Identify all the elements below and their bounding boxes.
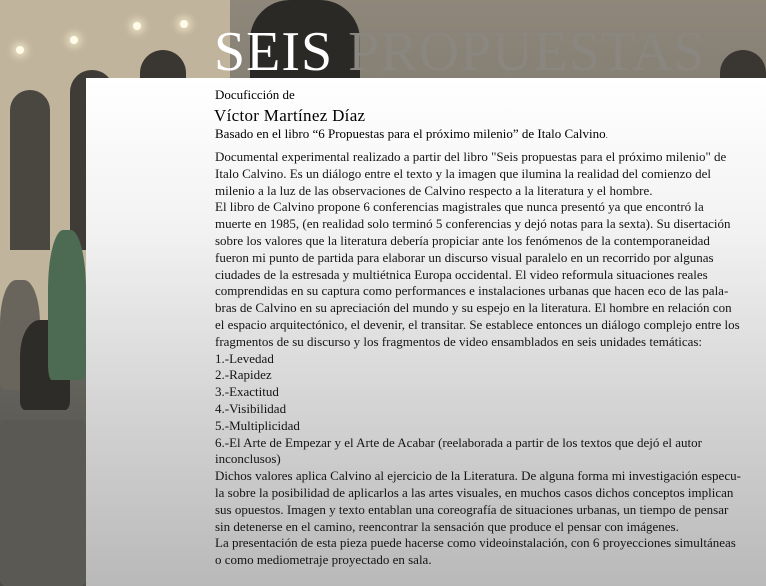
title-word-seis: SEIS (214, 21, 334, 83)
ceiling-light (70, 36, 78, 44)
genre-label: Docuficción de (215, 87, 295, 102)
theme-item: 3.-Exactitud (215, 384, 279, 400)
floor-shadow (0, 420, 86, 586)
based-on-text: Basado en el libro “6 Propuestas para el próximo milenio” de Italo Calvino (215, 126, 606, 141)
based-on-dot: . (605, 130, 608, 140)
theme-item: 6.-El Arte de Empezar y el Arte de Acabar (reelaborada a partir de los textos que dejó el autor inconclusos) (215, 434, 702, 467)
arch-window (10, 90, 50, 250)
theme-item: 2.-Rapidez (215, 367, 272, 383)
ceiling-light (133, 22, 141, 30)
presentation-paragraph: La presentación de esta pieza puede hacerse como videoinstalación, con 6 proyecciones simultáneas o como mediometraje proyectado en sala. (215, 535, 736, 568)
theme-item: 4.-Visibilidad (215, 400, 287, 416)
description-paragraph: El libro de Calvino propone 6 conferencias magistrales que nunca presentó ya que encontró la muerte en 1985, (en realidad solo terminó 5 conferencias y dejó notas para la sexta). Su disertación sobre los valores que la literatura debería propiciar ante los fenómenos de la contemporaneidad fueron mi punto de partida para elaborar un discurso visual paralelo en un recorrido por algunas ciudades de la estresada y multiétnica Europa occidental. El video reformula situaciones reales comprendidas en su captura como performances e instalaciones urbanas que hacen eco de las pala-bras de Calvino en su apreciación del mundo y su espejo en la literatura. El hombre en relación con el espacio arquitectónico, el devenir, el transitar. Se establece entonces un diálogo complejo entre los fragmentos de su discurso y los fragmentos de video ensamblados en seis unidades temáticas: (215, 199, 740, 349)
author-name: Víctor Martínez Díaz (214, 106, 366, 125)
theme-item: 5.-Multiplicidad (215, 417, 300, 433)
description-body (215, 149, 743, 569)
title-word-propuestas: PROPUESTAS (348, 21, 706, 83)
themes-list (215, 351, 743, 469)
application-paragraph: Dichos valores aplica Calvino al ejercicio de la Literatura. De alguna forma mi investigación especu-la sobre la posibilidad de aplicarlos a las artes visuales, en muchos casos dichos conceptos implican sus opuestos. Imagen y texto entablan una coreografía de situaciones urbanas, un tiempo de pensar sin detenerse en el camino, reencontrar la sensación que produce el pensar con imágenes. (215, 468, 741, 534)
ceiling-light (180, 20, 188, 28)
intro-paragraph: Documental experimental realizado a partir del libro "Seis propuestas para el próximo milenio" de Italo Calvino. Es un diálogo entre el texto y la imagen que ilumina la realidad del comienzo del milenio a la luz de las observaciones de Calvino respecto a la literatura y el hombre. (215, 149, 727, 198)
based-on-line (215, 126, 608, 142)
page-title (214, 21, 706, 83)
person-silhouette (48, 230, 86, 380)
ceiling-light (16, 46, 24, 54)
theme-item: 1.-Levedad (215, 350, 274, 366)
